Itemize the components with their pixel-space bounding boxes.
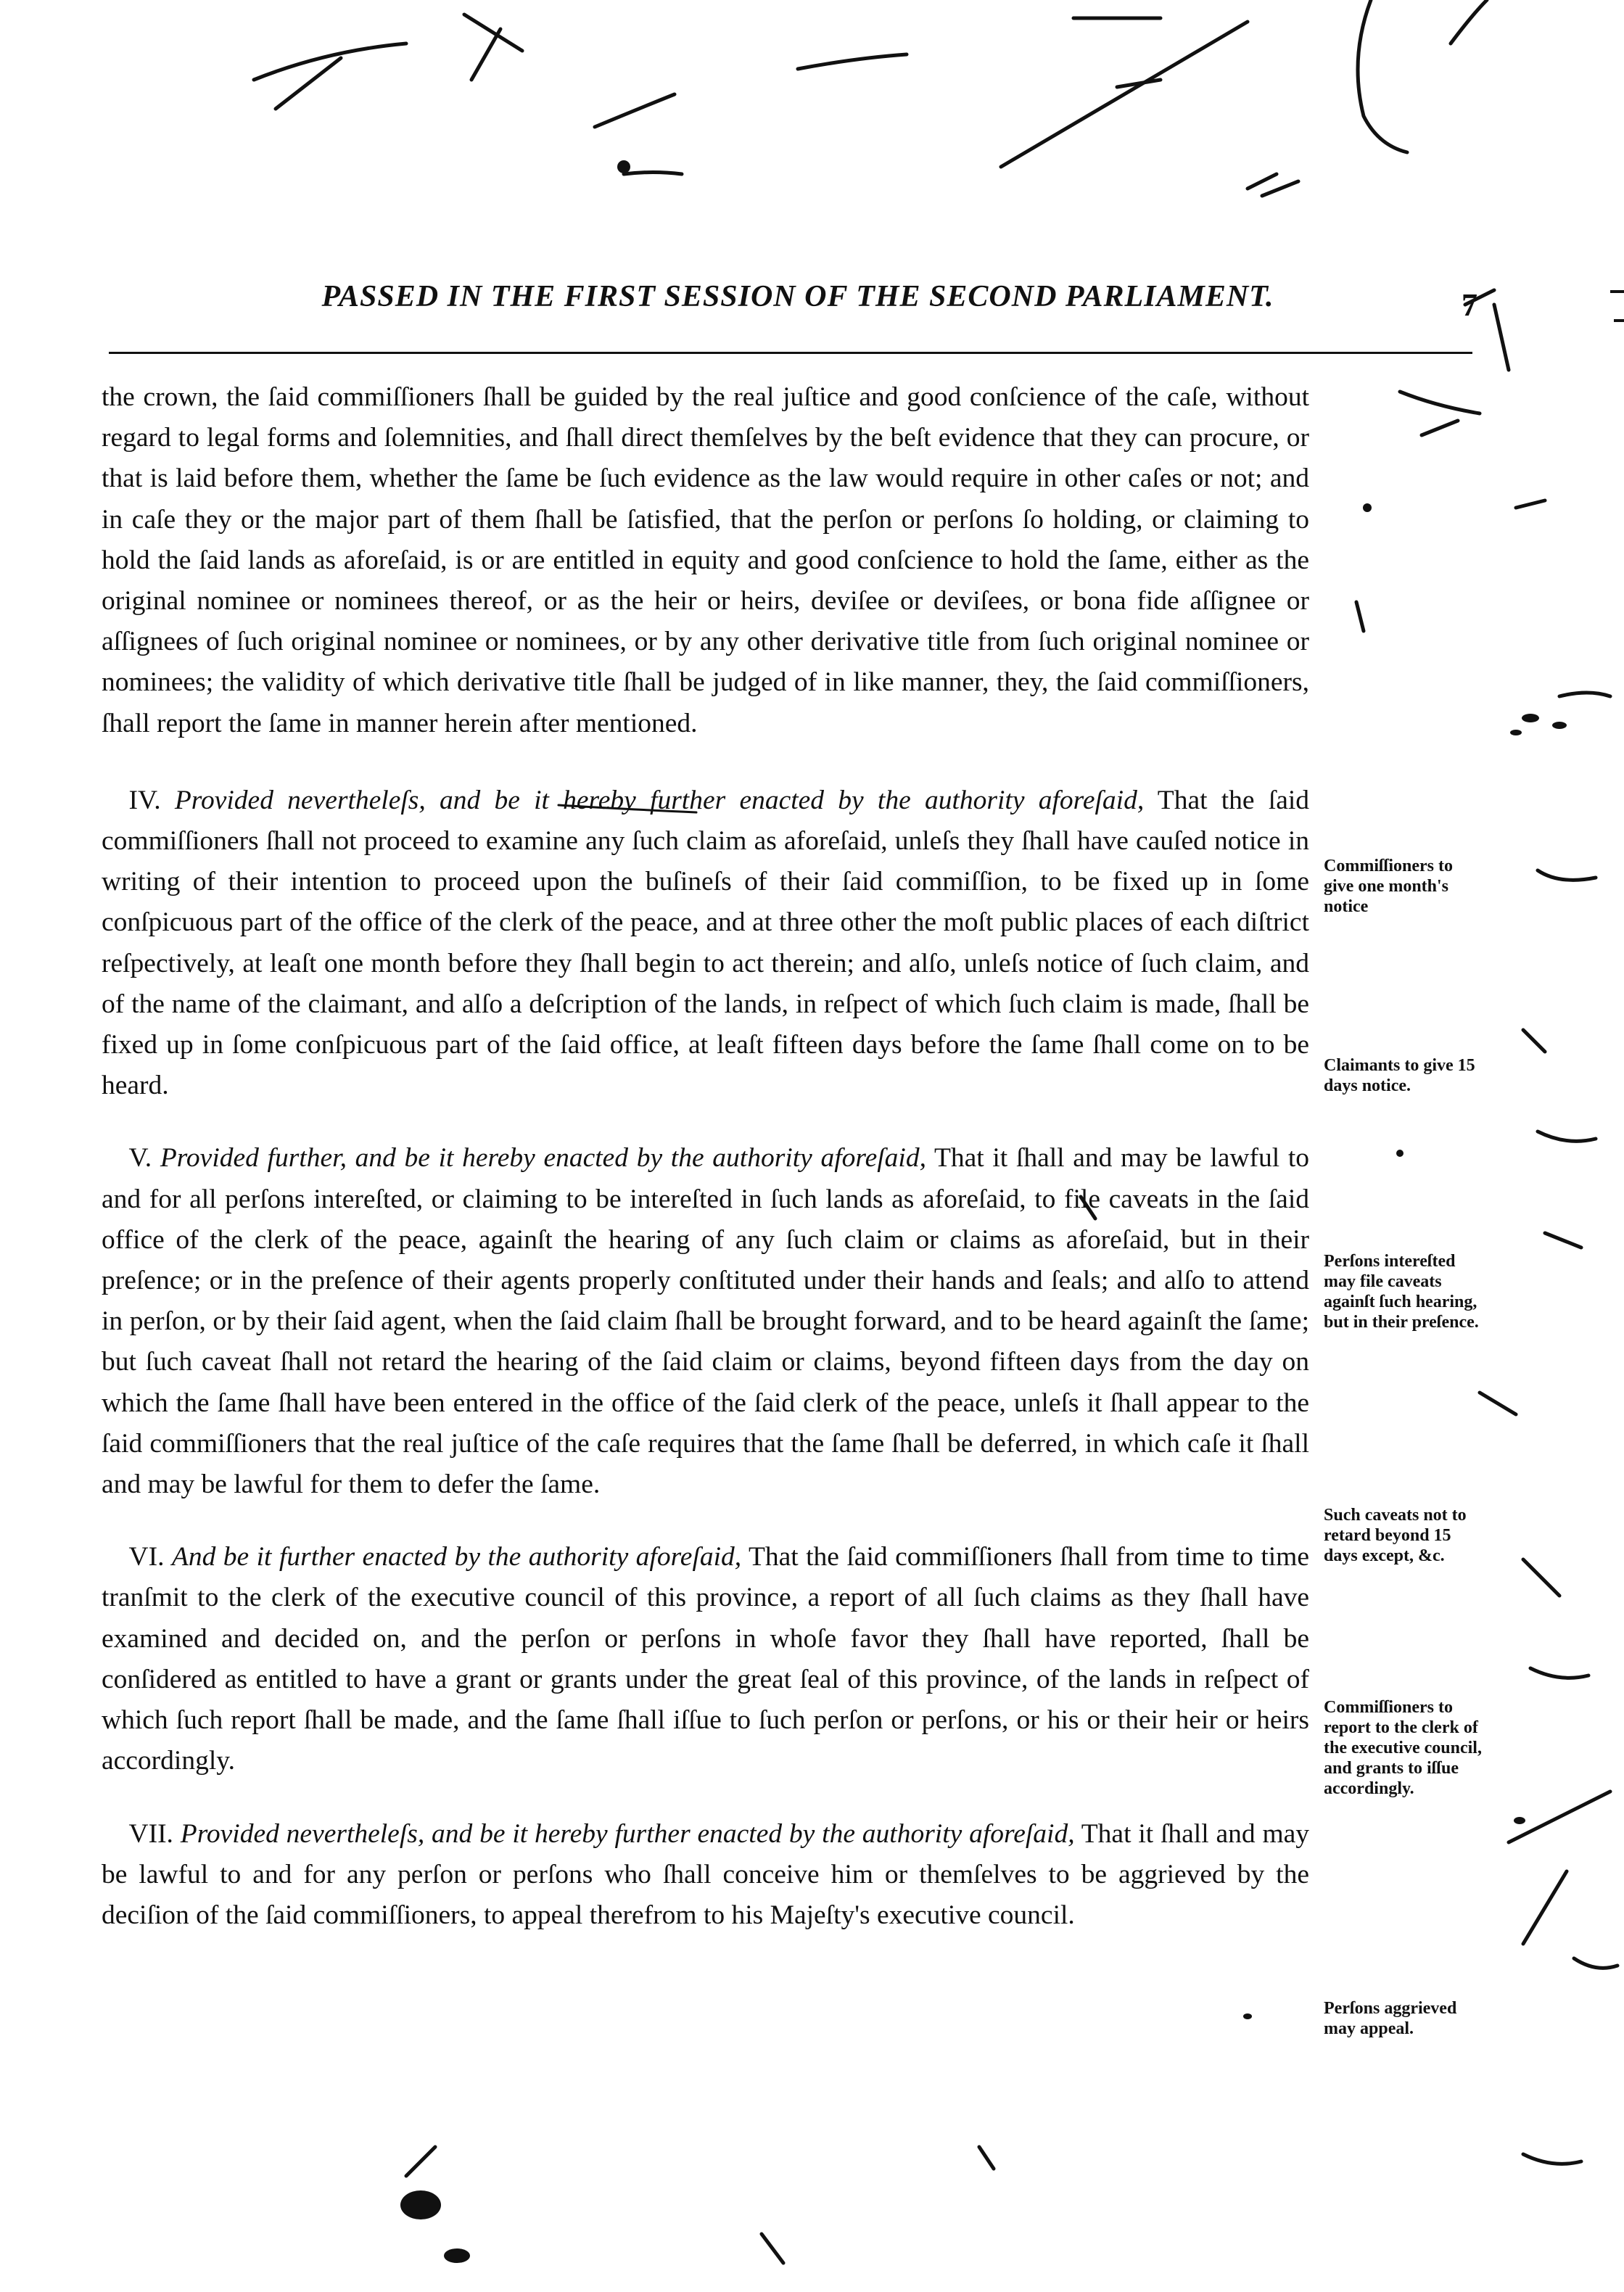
section-lead: And be it further enacted by the authority aforeſaid, xyxy=(171,1542,742,1572)
section-number: VII. xyxy=(128,1818,173,1849)
margin-note-caveats: Perſons intereſted may file caveats againſt ſuch hearing, but in their preſence. xyxy=(1324,1252,1479,1332)
section-number: VI. xyxy=(128,1542,165,1572)
header-rule xyxy=(109,352,1472,354)
paragraph-text: the crown, the ſaid commiſſioners ſhall be guided by the real juſtice and good conſcience of the caſe, without regard to legal forms and ſolemnities, and ſhall direct themſelves by the beſt evidence that they can procure, or that is laid before them, whether the ſame be ſuch evidence as the law would require in other caſes or not; and in caſe they or the major part of them ſhall be ſatisfied, that the perſon or perſons ſo holding, or claiming to hold the ſaid lands as aforeſaid, is or are entitled in equity and good conſcience to hold the ſame, either as the original nominee or nominees thereof, or as the heir or heirs, deviſee or deviſees, or bona fide aſſignee or aſſignees of ſuch original nominee or nominees, or by any other derivative title from ſuch original nominee or nominees; the validity of which derivative title ſhall be judged of in like manner, they, the ſaid commiſſioners, ſhall report the ſame in manner herein after mentioned. xyxy=(102,382,1309,738)
section-number: IV. xyxy=(128,785,161,815)
section-lead: Provided nevertheleſs, and be it hereby further enacted by the authority aforeſaid, xyxy=(180,1818,1075,1849)
section-text: That the ſaid commiſſioners ſhall not proceed to examine any ſuch claim as aforeſaid, unleſs they ſhall have cauſed notice in writing of their intention to proceed upon the buſineſs of their ſaid commiſſion, to be fixed up in ſome conſpicuous part of the office of the clerk of the peace, and at three other the moſt public places of each diſtrict reſpectively, at leaſt one month before they ſhall begin to act therein; and alſo, unleſs notice of ſuch claim, and of the name of the claimant, and alſo a deſcription of the lands, in reſpect of which ſuch claim is made, ſhall be fixed up in ſome conſpicuous part of the ſaid office, at leaſt fifteen days before the ſame ſhall come on to be heard. xyxy=(102,785,1310,1101)
statute-body xyxy=(102,377,1309,1968)
section-number: V. xyxy=(128,1143,152,1174)
margin-note-report: Commiſſioners to report to the clerk of the executive council, and grants to iſſue accordingly. xyxy=(1324,1698,1482,1798)
margin-note-notice: Commiſſioners to give one month's notice xyxy=(1324,857,1453,916)
section-text: That the ſaid commiſſioners ſhall from time to time tranſmit to the clerk of the executive council of this province, a report of all ſuch claims as they ſhall have examined and decided on, and the perſon or perſons in whoſe favor they ſhall have reported, ſhall be conſidered as entitled to have a grant or grants under the great ſeal of this province, of the lands in reſpect of which ſuch report ſhall be made, and the ſame ſhall iſſue to ſuch perſon or perſons, or his or their heir or heirs accordingly. xyxy=(102,1542,1309,1776)
margin-note-appeal: Perſons aggrieved may appeal. xyxy=(1324,1999,1457,2038)
margin-note-claimants: Claimants to give 15 days notice. xyxy=(1324,1056,1475,1095)
section-vii xyxy=(102,1814,1309,1937)
margin-note-retard: Such caveats not to retard beyond 15 days except, &c. xyxy=(1324,1506,1467,1565)
section-iv xyxy=(102,780,1309,1107)
page-number: 7 xyxy=(1462,287,1477,323)
paragraph-continuation xyxy=(102,377,1309,744)
section-text: That it ſhall and may be lawful to and for any perſon or perſons who ſhall conceive him or themſelves to be aggrieved by the deciſion of the ſaid commiſſioners, to appeal therefrom to his Majeſty's executive council. xyxy=(102,1818,1310,1930)
running-header: PASSED IN THE FIRST SESSION OF THE SECOND PARLIAMENT. xyxy=(321,280,1274,313)
section-v xyxy=(102,1138,1309,1505)
section-vi xyxy=(102,1537,1309,1781)
section-text: That it ſhall and may be lawful to and for all perſons intereſted, or claiming to be intereſted in ſuch lands as aforeſaid, to file caveats in the ſaid office of the clerk of the peace, againſt the hearing of any ſuch claim or claims as aforeſaid, but in their preſence; or in the preſence of their agents properly conſtituted under their hands and ſeals; and alſo to attend in perſon, or by their ſaid agent, when the ſaid claim ſhall be brought forward, and to be heard againſt the ſame; but ſuch caveat ſhall not retard the hearing of the ſaid claim or claims, beyond fifteen days from the day on which the ſame ſhall have been entered in the office of the ſaid clerk of the peace, unleſs it ſhall appear to the ſaid commiſſioners that the real juſtice of the caſe requires that the ſame ſhall be deferred, in which caſe it ſhall and may be lawful for them to defer the ſame. xyxy=(102,1143,1310,1500)
section-lead: Provided further, and be it hereby enacted by the authority aforeſaid, xyxy=(160,1143,926,1174)
section-lead: Provided nevertheleſs, and be it hereby further enacted by the authority aforeſaid, xyxy=(174,785,1145,815)
